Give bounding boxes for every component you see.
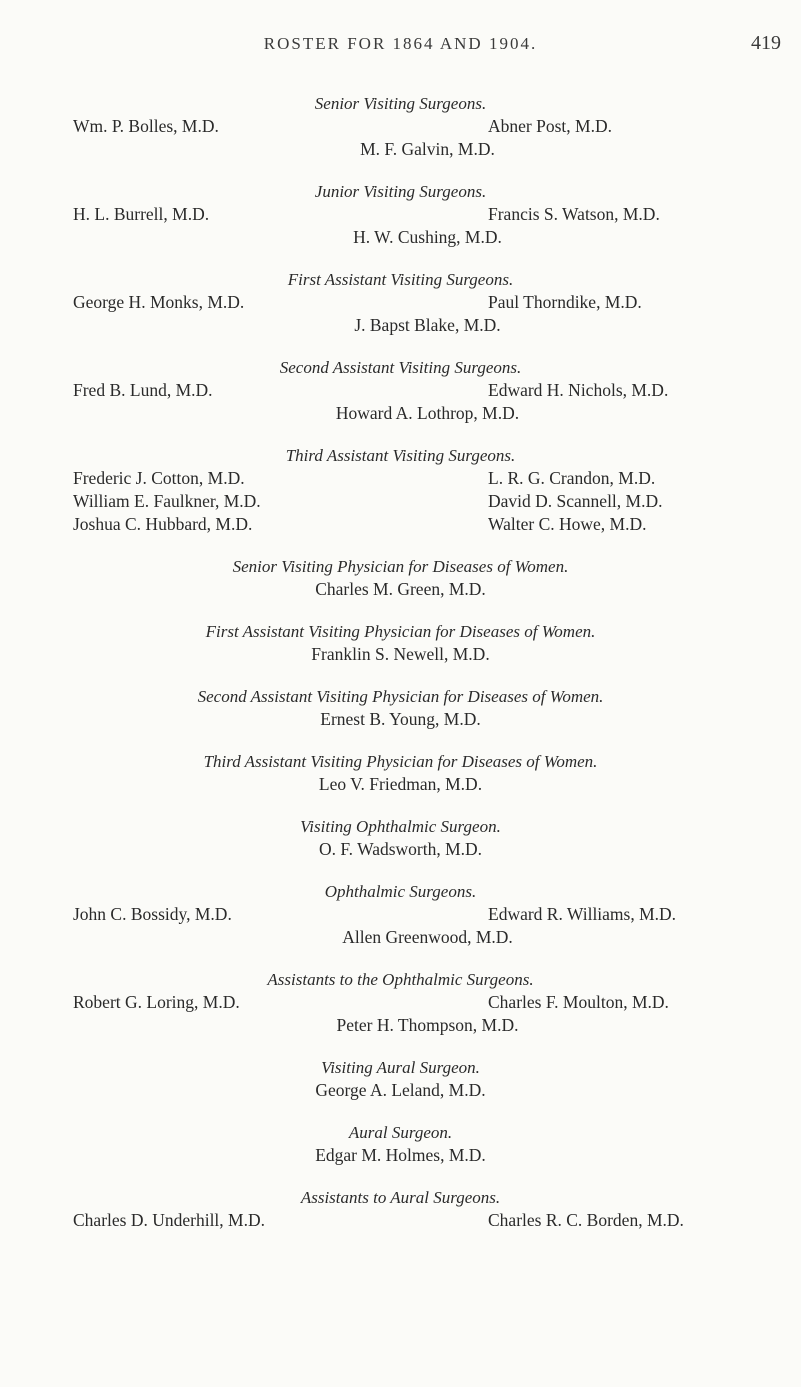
physician-name: John C. Bossidy, M.D. xyxy=(73,904,232,924)
physician-name: William E. Faulkner, M.D. xyxy=(73,491,261,511)
section-heading: Second Assistant Visiting Physician for Diseases of Women. xyxy=(197,687,604,706)
name-row xyxy=(0,467,801,490)
centered-name-wrap xyxy=(0,402,801,425)
name-row xyxy=(0,402,801,425)
name-row xyxy=(0,226,801,249)
running-head xyxy=(0,34,801,58)
section-heading: Senior Visiting Physician for Diseases of Women. xyxy=(232,557,569,576)
roster-content xyxy=(0,92,801,1251)
name-row xyxy=(0,314,801,337)
physician-name: Franklin S. Newell, M.D. xyxy=(311,644,490,664)
section-heading: Assistants to Aural Surgeons. xyxy=(300,1188,501,1207)
section-heading: Visiting Ophthalmic Surgeon. xyxy=(300,817,501,836)
section-heading: Third Assistant Visiting Surgeons. xyxy=(285,446,516,465)
physician-name: Leo V. Friedman, M.D. xyxy=(318,774,483,794)
section-heading: First Assistant Visiting Surgeons. xyxy=(287,270,514,289)
roster-section xyxy=(0,620,801,666)
physician-name: Edgar M. Holmes, M.D. xyxy=(315,1145,486,1165)
physician-name: M. F. Galvin, M.D. xyxy=(360,139,495,159)
centered-name-wrap xyxy=(0,138,801,161)
name-row xyxy=(0,138,801,161)
page-number: 419 xyxy=(751,32,781,54)
centered-name-wrap xyxy=(0,1079,801,1102)
roster-section xyxy=(0,1056,801,1102)
name-row xyxy=(0,991,801,1014)
name-row xyxy=(0,203,801,226)
physician-name: Paul Thorndike, M.D. xyxy=(488,292,642,312)
physician-name: Joshua C. Hubbard, M.D. xyxy=(73,514,253,534)
physician-name: Ernest B. Young, M.D. xyxy=(320,709,481,729)
centered-name-wrap xyxy=(0,578,801,601)
physician-name: Peter H. Thompson, M.D. xyxy=(336,1015,519,1035)
roster-section xyxy=(0,815,801,861)
physician-name: J. Bapst Blake, M.D. xyxy=(354,315,501,335)
physician-name: Edward H. Nichols, M.D. xyxy=(488,380,669,400)
roster-section xyxy=(0,1121,801,1167)
name-row xyxy=(0,1144,801,1167)
section-heading: Aural Surgeon. xyxy=(348,1123,453,1142)
physician-name: Charles D. Underhill, M.D. xyxy=(73,1210,265,1230)
physician-name: H. W. Cushing, M.D. xyxy=(353,227,502,247)
name-row xyxy=(0,773,801,796)
roster-section xyxy=(0,92,801,161)
section-heading: Second Assistant Visiting Surgeons. xyxy=(279,358,522,377)
name-row xyxy=(0,513,801,536)
centered-name-wrap xyxy=(0,708,801,731)
centered-name-wrap xyxy=(0,1014,801,1037)
physician-name: Allen Greenwood, M.D. xyxy=(342,927,513,947)
roster-section xyxy=(0,685,801,731)
name-row xyxy=(0,115,801,138)
physician-name: George H. Monks, M.D. xyxy=(73,292,245,312)
section-heading: Third Assistant Visiting Physician for Diseases of Women. xyxy=(203,752,598,771)
roster-section xyxy=(0,880,801,949)
physician-name: Francis S. Watson, M.D. xyxy=(488,204,660,224)
roster-section xyxy=(0,968,801,1037)
section-heading: Senior Visiting Surgeons. xyxy=(314,94,487,113)
centered-name-wrap xyxy=(0,773,801,796)
physician-name: Frederic J. Cotton, M.D. xyxy=(73,468,245,488)
section-heading: Visiting Aural Surgeon. xyxy=(321,1058,480,1077)
name-row xyxy=(0,379,801,402)
physician-name: George A. Leland, M.D. xyxy=(315,1080,486,1100)
centered-name-wrap xyxy=(0,226,801,249)
name-row xyxy=(0,643,801,666)
physician-name: Edward R. Williams, M.D. xyxy=(488,904,677,924)
centered-name-wrap xyxy=(0,643,801,666)
section-heading: Junior Visiting Surgeons. xyxy=(314,182,487,201)
roster-section xyxy=(0,444,801,536)
physician-name: Walter C. Howe, M.D. xyxy=(488,514,647,534)
roster-section xyxy=(0,1186,801,1232)
name-row xyxy=(0,1079,801,1102)
running-title: ROSTER FOR 1864 AND 1904. xyxy=(263,34,538,53)
physician-name: Wm. P. Bolles, M.D. xyxy=(73,116,219,136)
name-row xyxy=(0,1209,801,1232)
roster-section xyxy=(0,750,801,796)
centered-name-wrap xyxy=(0,1144,801,1167)
section-heading: First Assistant Visiting Physician for Diseases of Women. xyxy=(205,622,596,641)
name-row xyxy=(0,838,801,861)
physician-name: David D. Scannell, M.D. xyxy=(488,491,663,511)
name-row xyxy=(0,578,801,601)
physician-name: Robert G. Loring, M.D. xyxy=(73,992,240,1012)
centered-name-wrap xyxy=(0,314,801,337)
centered-name-wrap xyxy=(0,838,801,861)
roster-section xyxy=(0,356,801,425)
name-row xyxy=(0,291,801,314)
physician-name: Abner Post, M.D. xyxy=(488,116,612,136)
physician-name: L. R. G. Crandon, M.D. xyxy=(488,468,656,488)
roster-section xyxy=(0,268,801,337)
name-row xyxy=(0,1014,801,1037)
roster-section xyxy=(0,555,801,601)
physician-name: Fred B. Lund, M.D. xyxy=(73,380,213,400)
name-row xyxy=(0,926,801,949)
name-row xyxy=(0,708,801,731)
physician-name: Charles M. Green, M.D. xyxy=(315,579,486,599)
section-heading: Assistants to the Ophthalmic Surgeons. xyxy=(267,970,534,989)
physician-name: Howard A. Lothrop, M.D. xyxy=(335,403,520,423)
physician-name: H. L. Burrell, M.D. xyxy=(73,204,210,224)
physician-name: Charles R. C. Borden, M.D. xyxy=(488,1210,684,1230)
roster-section xyxy=(0,180,801,249)
physician-name: O. F. Wadsworth, M.D. xyxy=(318,839,483,859)
name-row xyxy=(0,903,801,926)
name-row xyxy=(0,490,801,513)
physician-name: Charles F. Moulton, M.D. xyxy=(488,992,669,1012)
section-heading: Ophthalmic Surgeons. xyxy=(324,882,477,901)
centered-name-wrap xyxy=(0,926,801,949)
